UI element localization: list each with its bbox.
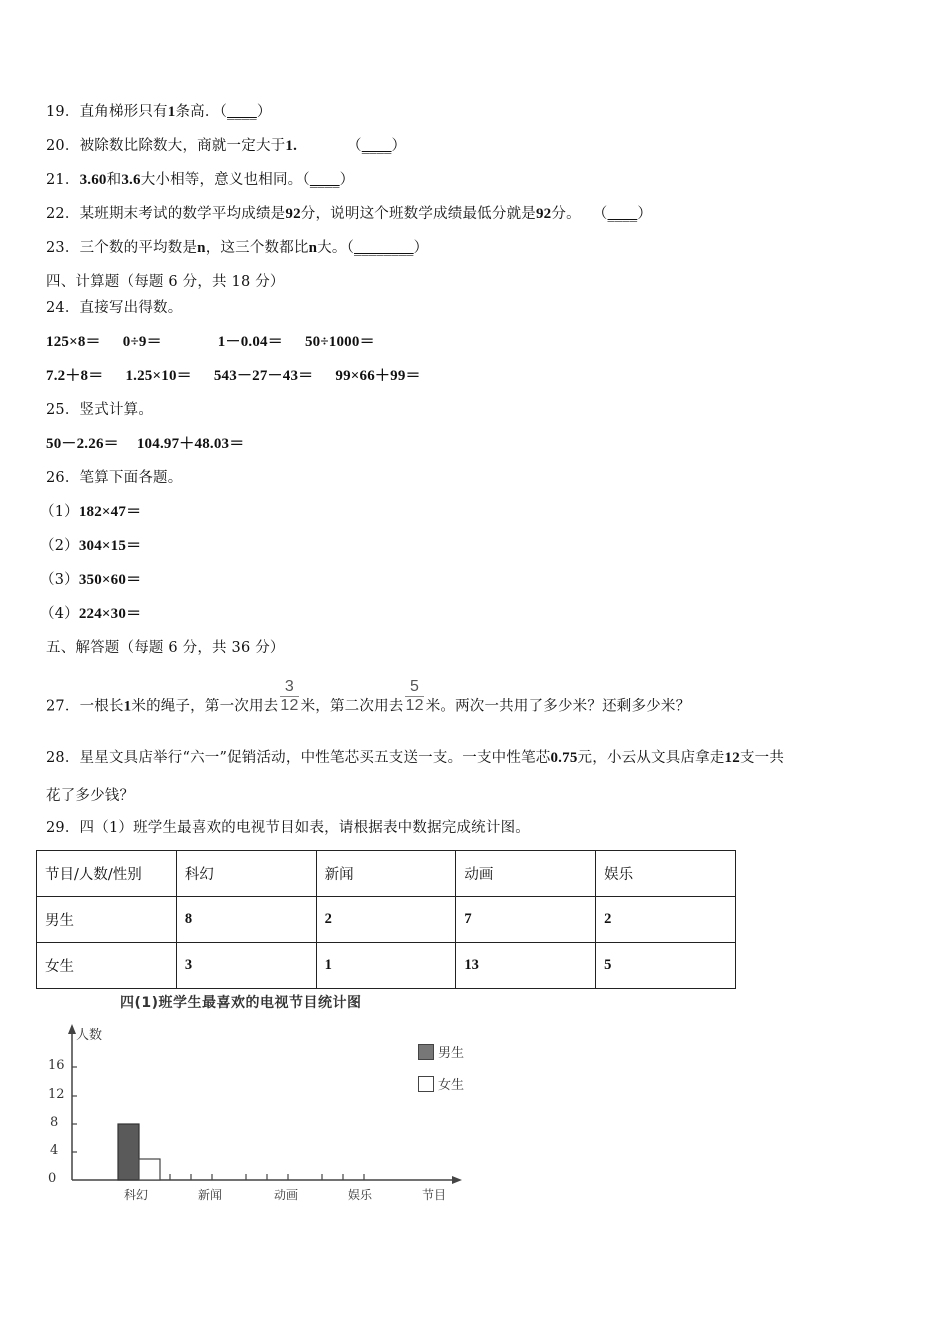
q-text: ） [339,172,355,188]
table-cell: 5 [596,943,736,989]
q-value: 3.60 [79,172,107,188]
table-cell: 13 [456,943,596,989]
calc-item: 1－0.04＝ [217,334,283,350]
question-27 [46,678,691,725]
q26-item-1 [40,502,141,522]
legend-item-boys [418,1042,464,1061]
calc-item: 50－2.26＝ [46,436,119,452]
x-category-label: 动画 [274,1188,299,1202]
table-cell: 3 [176,943,316,989]
item-label: （2） [40,538,79,554]
answer-blank[interactable]: ____ [607,206,638,222]
section-heading-4: 四、计算题（每题 6 分，共 18 分） [46,274,285,290]
y-axis-arrow-icon [68,1024,76,1034]
q24-row-2 [46,366,421,386]
q-number: 21． [46,172,80,188]
answer-blank[interactable]: ____ [227,104,257,120]
q-value: 1 [167,104,176,120]
question-20 [46,136,406,156]
question-29-title: 29．四（1）班学生最喜欢的电视节目如表，请根据表中数据完成统计图。 [46,820,530,836]
table-row [37,897,736,943]
legend-swatch-filled-icon [418,1044,434,1060]
fraction-3-12 [280,678,298,715]
table-cell: 2 [596,897,736,943]
q-value: n [308,240,318,256]
calc-item: 0÷9＝ [122,334,162,350]
fraction-5-12 [405,678,423,715]
chart-axes [36,990,486,1210]
q-text: 和 [106,172,122,188]
answer-blank[interactable]: ____ [361,138,392,154]
x-axis-arrow-icon [452,1176,462,1184]
table-header-cell: 娱乐 [596,851,736,897]
q-text: ，这三个数都比 [205,240,309,256]
x-category-label: 科幻 [124,1188,149,1202]
calc-item: 7.2＋8＝ [46,368,104,384]
y-axis-label: 人数 [76,1028,103,1043]
table-header-cell: 节目/人数/性别 [37,851,177,897]
q-text: 大。（ [317,240,355,256]
question-24-title: 24．直接写出得数。 [46,300,183,316]
calc-item: 224×30＝ [78,606,142,622]
y-tick-label: 4 [50,1143,59,1158]
q26-item-2 [40,536,141,556]
calc-item: 50÷1000＝ [304,334,375,350]
answer-blank[interactable]: ________ [354,240,414,256]
q26-item-4 [40,604,141,624]
x-axis-label: 节目 [422,1188,447,1202]
calc-item: 125×8＝ [46,334,101,350]
q-text: 一根长 [79,698,124,715]
x-category-label: 娱乐 [348,1188,373,1202]
calc-item: 99×66＋99＝ [335,368,421,384]
table-header-cell: 科幻 [176,851,316,897]
table-row-label: 男生 [37,897,177,943]
q-text: 分，说明这个班数学成绩最低分就是 [300,206,536,222]
legend-swatch-empty-icon [418,1076,434,1092]
q26-item-3 [40,570,141,590]
denominator: 12 [280,697,299,714]
q-text: 分。 [551,206,581,222]
question-25-title: 25．竖式计算。 [46,402,154,418]
q-value: 3.6 [121,172,141,188]
answer-blank[interactable]: ____ [309,172,340,188]
question-28-line-1 [46,748,784,768]
q-text: ） [637,206,653,222]
question-26-title: 26．笔算下面各题。 [46,470,183,486]
table-cell: 2 [316,897,456,943]
q-value: 0.75 [550,750,578,766]
question-23 [46,238,428,258]
q-text: 某班期末考试的数学平均成绩是 [79,206,286,222]
y-tick-label: 16 [48,1058,65,1073]
table-row [37,943,736,989]
q-value: n [197,240,206,256]
q-number: 22． [46,206,80,222]
table-header-row [37,851,736,897]
q-text: 直角梯形只有 [79,104,168,120]
q-value: 92 [535,206,552,222]
q-number: 20． [46,138,80,154]
table-cell: 7 [456,897,596,943]
q-text: 米。两次一共用了多少米？还剩多少米？ [425,698,691,715]
q-text: （ [592,206,608,222]
calc-item: 350×60＝ [78,572,142,588]
q-number: 19． [46,104,80,120]
q-text: ） [256,104,272,120]
calc-item: 1.25×10＝ [125,368,192,384]
numerator: 3 [280,678,298,697]
q25-items [46,434,244,454]
bar-chart [36,990,486,1210]
table-header-cell: 新闻 [316,851,456,897]
q-text: 支一共 [739,750,785,766]
bar-kehuan-boys [118,1124,139,1180]
q-value: 1 [123,698,132,715]
denominator: 12 [405,697,424,714]
legend-label: 男生 [438,1046,465,1061]
q-text: 米，第二次用去 [300,698,404,715]
y-tick-label: 8 [50,1115,59,1130]
legend-label: 女生 [438,1078,465,1093]
q-text: 条高．（ [175,104,228,120]
chart-title: 四(1)班学生最喜欢的电视节目统计图 [120,995,362,1011]
question-19 [46,102,272,122]
q-number: 23． [46,240,80,256]
q-text: 元，小云从文具店拿走 [577,750,725,766]
item-label: （4） [40,606,79,622]
q-text: 28．星星文具店举行“六一”促销活动，中性笔芯买五支送一支。一支中性笔芯 [46,750,551,766]
table-cell: 8 [176,897,316,943]
question-22 [46,204,652,224]
x-category-label: 新闻 [198,1188,223,1202]
section-heading-5: 五、解答题（每题 6 分，共 36 分） [46,640,285,656]
question-28-line-2: 花了多少钱？ [46,788,135,804]
y-tick-label: 12 [48,1087,65,1102]
q-value: 1. [285,138,298,154]
calc-item: 182×47＝ [78,504,142,520]
item-label: （1） [40,504,79,520]
table-header-cell: 动画 [456,851,596,897]
calc-item: 304×15＝ [78,538,142,554]
numerator: 5 [405,678,423,697]
tv-program-table [36,850,736,989]
q-text: 米的绳子，第一次用去 [131,698,279,715]
y-tick-label: 0 [48,1171,57,1186]
q-value: 92 [285,206,301,222]
calc-item: 543－27－43＝ [213,368,314,384]
bar-kehuan-girls [139,1159,160,1180]
q-text: ） [413,240,429,256]
q-text: （ [347,138,362,154]
q-text: 被除数比除数大，商就一定大于 [79,138,286,154]
q-text: 三个数的平均数是 [79,240,198,256]
q-text: 大小相等，意义也相同。（ [140,172,310,188]
table-row-label: 女生 [37,943,177,989]
q-value: 12 [724,750,740,766]
legend-item-girls [418,1074,464,1093]
q-text: ） [391,138,407,154]
question-21 [46,170,354,190]
q-number: 27． [46,698,80,715]
q24-row-1 [46,332,375,352]
calc-item: 104.97＋48.03＝ [136,436,245,452]
item-label: （3） [40,572,79,588]
table-cell: 1 [316,943,456,989]
